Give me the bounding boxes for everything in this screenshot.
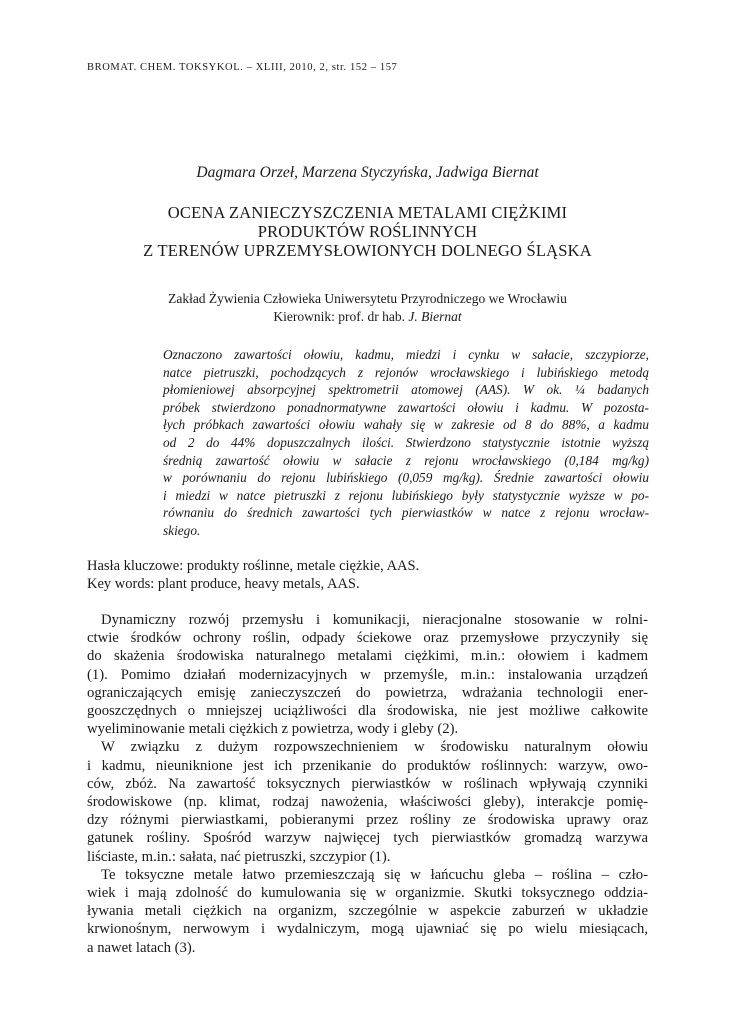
title-line: PRODUKTÓW ROŚLINNYCH — [257, 222, 478, 241]
title-line: OCENA ZANIECZYSZCZENIA METALAMI CIĘŻKIMI — [167, 203, 568, 222]
body-line: a nawet latach (3). — [87, 939, 196, 956]
abstract-line: i miedzi w natce pietruszki z rejonu lubińskiego były statystycznie wyższe w po- — [163, 487, 649, 503]
body-text — [87, 611, 648, 957]
body-line: Te toksyczne metale łatwo przemieszczają się w łańcuchu gleba – roślina – czło- — [101, 866, 648, 883]
article-title — [0, 203, 735, 260]
body-line: gatunek rośliny. Spośród warzyw najwięcej tych pierwiastków gromadzą warzywa — [87, 830, 648, 847]
abstract-line: płomieniowej absorpcyjnej spektrometrii atomowej (AAS). W ok. ¼ badanych — [163, 382, 649, 398]
keywords-polish: Hasła kluczowe: produkty roślinne, metale ciężkie, AAS. — [87, 558, 420, 574]
affiliation-institution: Zakład Żywienia Człowieka Uniwersytetu Przyrodniczego we Wrocławiu — [168, 291, 567, 306]
authors: Dagmara Orzeł, Marzena Styczyńska, Jadwiga Biernat — [196, 164, 539, 181]
abstract-line: w porównaniu do rejonu lubińskiego (0,059 mg/kg). Średnie zawartości ołowiu — [163, 470, 649, 486]
keywords-english: Key words: plant produce, heavy metals, AAS. — [87, 576, 360, 592]
body-line: Dynamiczny rozwój przemysłu i komunikacji, nieracjonalne stosowanie w rolni- — [101, 612, 648, 628]
keywords — [87, 557, 419, 593]
affiliation — [0, 290, 735, 326]
body-line: gooszczędnych o mniejszej uciążliwości dla środowiska, nie jest możliwe całkowite — [87, 703, 648, 720]
journal-reference: BROMAT. CHEM. TOKSYKOL. – XLIII, 2010, 2, str. 152 – 157 — [87, 62, 398, 73]
abstract-line: średnią zawartość ołowiu w sałacie z rejonu wrocławskiego (0,184 mg/kg) — [163, 452, 649, 468]
body-line: liściaste, m.in.: sałata, nać pietruszki, szczypior (1). — [87, 848, 391, 865]
body-line: do skażenia środowiska naturalnego metalami ciężkimi, m.in.: ołowiem i kadmem — [87, 648, 648, 665]
abstract-line: równaniu do średnich zawartości tych pierwiastków w natce z rejonu wrocław- — [163, 505, 649, 521]
abstract — [163, 346, 649, 540]
abstract-line: łych próbkach zawartości ołowiu wahały się w zakresie od 8 do 88%, a kadmu — [163, 417, 649, 433]
body-line: dzy różnymi pierwiastkami, pobieranymi przez rośliny ze środowiska uprawy oraz — [87, 812, 648, 829]
body-line: ływania metali ciężkich na organizm, szczególnie w aspekcie zaburzeń w układzie — [87, 903, 648, 920]
affiliation-head — [0, 308, 735, 326]
affiliation-head-prefix: Kierownik: prof. dr hab. — [273, 309, 409, 324]
body-line: W związku z dużym rozpowszechnieniem w środowisku naturalnym ołowiu — [101, 739, 648, 756]
body-line: środowiskowe (np. klimat, rodzaj nawożenia, właściwości gleby), interakcje pomię- — [87, 794, 648, 811]
abstract-line: skiego. — [163, 522, 201, 538]
body-line: (1). Pomimo działań modernizacyjnych w przemyśle, m.in.: instalowania urządzeń — [87, 666, 648, 683]
body-line: wyeliminowanie metali ciężkich z powietrza, wody i gleby (2). — [87, 721, 459, 738]
body-line: wiek i mają zdolność do kumulowania się w organizmie. Skutki toksycznego oddzia- — [87, 885, 648, 902]
body-line: ców, zbóż. Na zawartość toksycznych pierwiastków w roślinach wpływają czynniki — [87, 775, 648, 792]
abstract-line: Oznaczono zawartości ołowiu, kadmu, miedzi i cynku w sałacie, szczypiorze, — [163, 347, 649, 362]
body-line: i kadmu, nieuniknione jest ich przenikanie do produktów roślinnych: warzyw, owo- — [87, 757, 648, 774]
title-line: Z TERENÓW UPRZEMYSŁOWIONYCH DOLNEGO ŚLĄSKA — [143, 241, 592, 260]
affiliation-head-name: J. Biernat — [408, 309, 462, 324]
body-line: ctwie środków ochrony roślin, odpady ściekowe oraz przemysłowe przyczyniły się — [87, 630, 648, 647]
abstract-line: natce pietruszki, pochodzących z rejonów wrocławskiego i lubińskiego metodą — [163, 364, 649, 380]
body-line: krwionośnym, nerwowym i wydalniczym, mogą ujawniać się po wielu miesiącach, — [87, 921, 648, 938]
abstract-line: od 2 do 44% dopuszczalnych ilości. Stwierdzono statystycznie istotnie wyższą — [163, 434, 649, 450]
abstract-line: próbek stwierdzono ponadnormatywne zawartości ołowiu i kadmu. W pozosta- — [163, 399, 649, 415]
body-line: ograniczających emisję zanieczyszczeń do powietrza, wdrażania technologii ener- — [87, 684, 648, 701]
